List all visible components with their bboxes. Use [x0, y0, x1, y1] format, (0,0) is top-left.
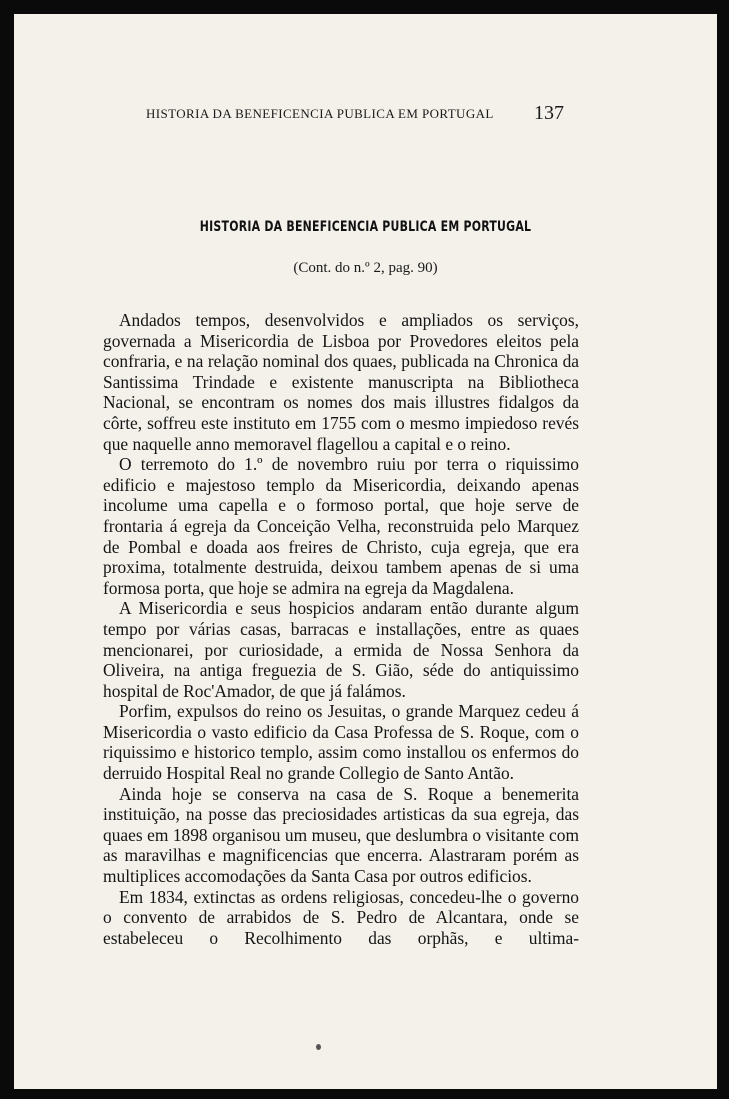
paragraph: Ainda hoje se conserva na casa de S. Roque a benemerita instituição, na posse das preciosidades artisticas da sua egreja, das quaes em 1898 organisou um museu, que deslumbra o visitante com as maravilhas e magnificencias que encerra. Alastraram porém as multiplices accomodações da Santa Casa por outros edificios.: [103, 783, 579, 887]
continuation-note: (Cont. do n.º 2, pag. 90): [293, 260, 438, 276]
page-number: 137: [534, 102, 564, 124]
paragraph: Em 1834, extinctas as ordens religiosas, concedeu-lhe o governo o convento de arrabidos de S. Pedro de Alcantara, onde se estabeleceu o Recolhimento das orphãs, e ultima-: [103, 886, 579, 948]
running-title: HISTORIA DA BENEFICENCIA PUBLICA EM PORTUGAL: [146, 106, 494, 121]
running-head: [14, 102, 717, 126]
paragraph: A Misericordia e seus hospicios andaram então durante algum tempo por várias casas, barracas e installações, entre as quaes mencionarei, por curiosidade, a ermida de Nossa Senhora da Oliveira, na antiga freguezia de S. Gião, séde do antiquissimo hospital de Roc'Amador, de que já falámos.: [103, 598, 579, 701]
book-page: [14, 14, 717, 1089]
paragraph: Porfim, expulsos do reino os Jesuitas, o grande Marquez cedeu á Misericordia o vasto edificio da Casa Professa de S. Roque, com o riquissimo e historico templo, assim como installou os enfermos do derruido Hospital Real no grande Collegio de Santo Antão.: [103, 701, 579, 784]
article-title: HISTORIA DA BENEFICENCIA PUBLICA EM PORTUGAL: [199, 219, 532, 235]
paragraph: O terremoto do 1.º de novembro ruiu por terra o riquissimo edificio e majestoso templo da Misericordia, deixando apenas incolume uma capella e o formoso portal, que hoje serve de frontaria á egreja da Conceição Velha, reconstruida pelo Marquez de Pombal e doada aos freires de Christo, cuja egreja, que era proxima, totalmente destruida, deixou tambem apenas de si uma formosa porta, que hoje se admira na egreja da Magdalena.: [103, 454, 579, 598]
ink-dot: [316, 1044, 321, 1050]
paragraph: Andados tempos, desenvolvidos e ampliados os serviços, governada a Misericordia de Lisboa por Provedores eleitos pela confraria, e na relação nominal dos quaes, publicada na Chronica da Santissima Trindade e existente manuscripta na Bibliotheca Nacional, se encontram os nomes dos mais illustres fidalgos da côrte, soffreu este instituto em 1755 com o mesmo impiedoso revés que naquelle anno memoravel flagellou a capital e o reino.: [103, 310, 579, 454]
article-body: [103, 310, 579, 948]
